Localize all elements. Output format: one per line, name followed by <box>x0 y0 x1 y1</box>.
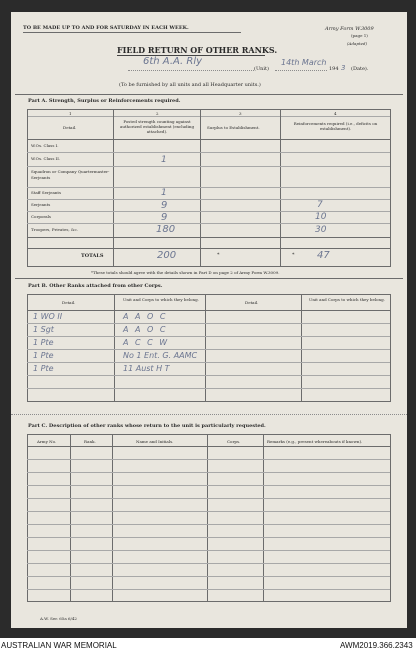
part-c-col-corps: Corps. <box>227 439 241 444</box>
unit-value: 6th A.A. Rly <box>143 56 203 67</box>
part-b-header-bottom <box>27 310 390 311</box>
attached-unit: No 1 Ent. G. AAMC <box>123 351 198 360</box>
deadline-note: TO BE MADE UP TO AND FOR SATURDAY IN EACH WEEK. <box>23 25 189 31</box>
army-form-label: Army Form W.3009 <box>325 26 374 32</box>
row-line <box>27 211 390 212</box>
attached-detail: 1 Sgt <box>33 325 54 334</box>
row-line <box>27 485 390 486</box>
part-c-col-name: Name and Initials. <box>136 439 174 444</box>
part-c-header-bottom <box>27 446 390 447</box>
posted-value: 1 <box>161 188 167 198</box>
row-line <box>27 511 390 512</box>
part-b-heading: Part B. Other Ranks attached from other Corps. <box>28 283 163 289</box>
row-line <box>27 472 390 473</box>
row-line <box>27 199 390 200</box>
date-year-prefix: 194 <box>329 66 339 72</box>
part-b-col3 <box>301 294 302 402</box>
reinforcement-value: 7 <box>317 200 323 210</box>
part-c-heading: Part C. Description of other ranks whose return to the unit is particularly requested. <box>28 423 266 429</box>
date-year-hand: 3 <box>341 64 346 72</box>
col-number: 2 <box>156 111 159 116</box>
part-a-col3 <box>280 109 281 267</box>
date-label: (Date). <box>351 66 369 72</box>
reinforcement-value: 30 <box>315 225 327 235</box>
part-a-col2 <box>200 109 201 267</box>
posted-value: 9 <box>161 200 168 211</box>
row-line <box>27 187 390 188</box>
part-a-numrow <box>27 116 390 117</box>
row-detail: Serjeants <box>31 202 51 207</box>
adapted-label: (Adapted) <box>347 41 368 46</box>
posted-value: 9 <box>161 212 168 223</box>
totals-posted: 200 <box>157 250 177 261</box>
part-a-rule <box>15 278 403 279</box>
attached-unit: A C C W <box>123 338 170 347</box>
part-b-top <box>27 294 390 295</box>
part-b-col-detail: Detail. <box>62 300 76 305</box>
row-line <box>27 166 390 167</box>
form-sheet <box>11 12 407 628</box>
attached-detail: 1 WO II <box>33 312 63 321</box>
row-line <box>27 152 390 153</box>
attached-unit: A A O C <box>123 312 168 321</box>
row-line <box>27 537 390 538</box>
part-b-bottom <box>27 401 390 402</box>
fold-line <box>11 414 407 415</box>
row-line <box>27 375 390 376</box>
part-a-right <box>390 109 391 267</box>
unit-label: (Unit) <box>254 66 269 72</box>
deadline-underline <box>23 32 241 33</box>
row-line <box>27 323 390 324</box>
part-a-left <box>27 109 28 267</box>
attached-detail: 1 Pte <box>33 338 54 347</box>
col-header-detail: Detail. <box>63 125 77 130</box>
print-code: A.W. Ser. 65a 6/42 <box>40 616 77 621</box>
totals-top-line <box>27 237 390 238</box>
part-a-col1 <box>113 109 114 267</box>
col-number: 1 <box>69 111 72 116</box>
part-a-footnote: *These totals should agree with the details shown in Part D on page 2 of Army Form W.3009. <box>91 270 280 275</box>
unit-line <box>128 70 254 71</box>
row-line <box>27 563 390 564</box>
totals-reinf-star: * <box>292 252 295 258</box>
row-line <box>27 349 390 350</box>
form-subtitle: (To be furnished by all units and all Headquarter units.) <box>119 82 261 88</box>
part-c-col-army-no: Army No. <box>37 439 57 444</box>
row-detail: W.Os. Class II. <box>31 156 61 161</box>
part-c-bottom <box>27 601 390 602</box>
totals-reinforcements: 47 <box>317 250 330 261</box>
row-line <box>27 550 390 551</box>
part-b-col-unit: Unit and Corps to which they belong. <box>123 297 199 302</box>
row-detail: W.Os. Class I. <box>31 143 59 148</box>
part-b-left <box>27 294 28 402</box>
row-line <box>27 362 390 363</box>
col-header-posted: Posted strength counting against authorized establishment (excluding attached). <box>119 119 195 134</box>
archive-reference: AWM2019.366.2343 <box>340 641 413 650</box>
row-detail: Troopers, Privates, &c. <box>31 227 79 232</box>
row-detail: Staff Serjeants <box>31 190 62 195</box>
col-number: 3 <box>239 111 242 116</box>
attached-unit: 11 Aust H T <box>123 364 170 373</box>
part-a-header-bottom <box>27 139 390 140</box>
row-line <box>27 524 390 525</box>
archive-footer <box>0 638 416 653</box>
form-title: FIELD RETURN OF OTHER RANKS. <box>117 45 278 55</box>
attached-detail: 1 Pte <box>33 351 54 360</box>
row-line <box>27 459 390 460</box>
totals-line <box>27 248 390 249</box>
attached-detail: 1 Pte <box>33 364 54 373</box>
row-line <box>27 388 390 389</box>
part-c-col-rank: Rank. <box>84 439 96 444</box>
row-line <box>27 223 390 224</box>
row-line <box>27 498 390 499</box>
row-line <box>27 336 390 337</box>
date-line <box>275 70 327 71</box>
totals-surplus-star: * <box>217 252 220 258</box>
archive-name: AUSTRALIAN WAR MEMORIAL <box>1 641 117 650</box>
part-b-col1 <box>114 294 115 402</box>
part-b-col-detail-2: Detail. <box>245 300 259 305</box>
attached-unit: A A O C <box>123 325 168 334</box>
part-c-col-remarks: Remarks (e.g., present whereabouts if known). <box>267 439 363 444</box>
col-header-surplus: Surplus to Establishment. <box>207 125 260 130</box>
posted-value: 180 <box>156 224 176 235</box>
reinforcement-value: 10 <box>315 212 327 222</box>
part-a-heading: Part A. Strength, Surplus or Reinforcements required. <box>28 98 181 104</box>
col-header-reinforcements: Reinforcements required (i.e., deficits on establishment). <box>293 121 378 131</box>
posted-value: 1 <box>161 155 167 165</box>
part-b-col2 <box>205 294 206 402</box>
part-b-col-unit-2: Unit and Corps to which they belong. <box>309 297 385 302</box>
row-line <box>27 576 390 577</box>
part-b-right <box>390 294 391 402</box>
totals-label: TOTALS <box>81 253 104 259</box>
date-value: 14th March <box>281 58 327 67</box>
part-a-bottom <box>27 266 390 267</box>
part-c-right <box>390 434 391 602</box>
row-detail: Corporals <box>31 214 51 219</box>
page-label: (page 1) <box>351 33 368 38</box>
row-line <box>27 589 390 590</box>
part-a-top <box>27 109 390 110</box>
header-rule <box>15 94 403 95</box>
part-c-top <box>27 434 390 435</box>
col-number: 4 <box>334 111 337 116</box>
row-detail: Squadron or Company Quartermaster-Serjeants <box>31 169 110 180</box>
